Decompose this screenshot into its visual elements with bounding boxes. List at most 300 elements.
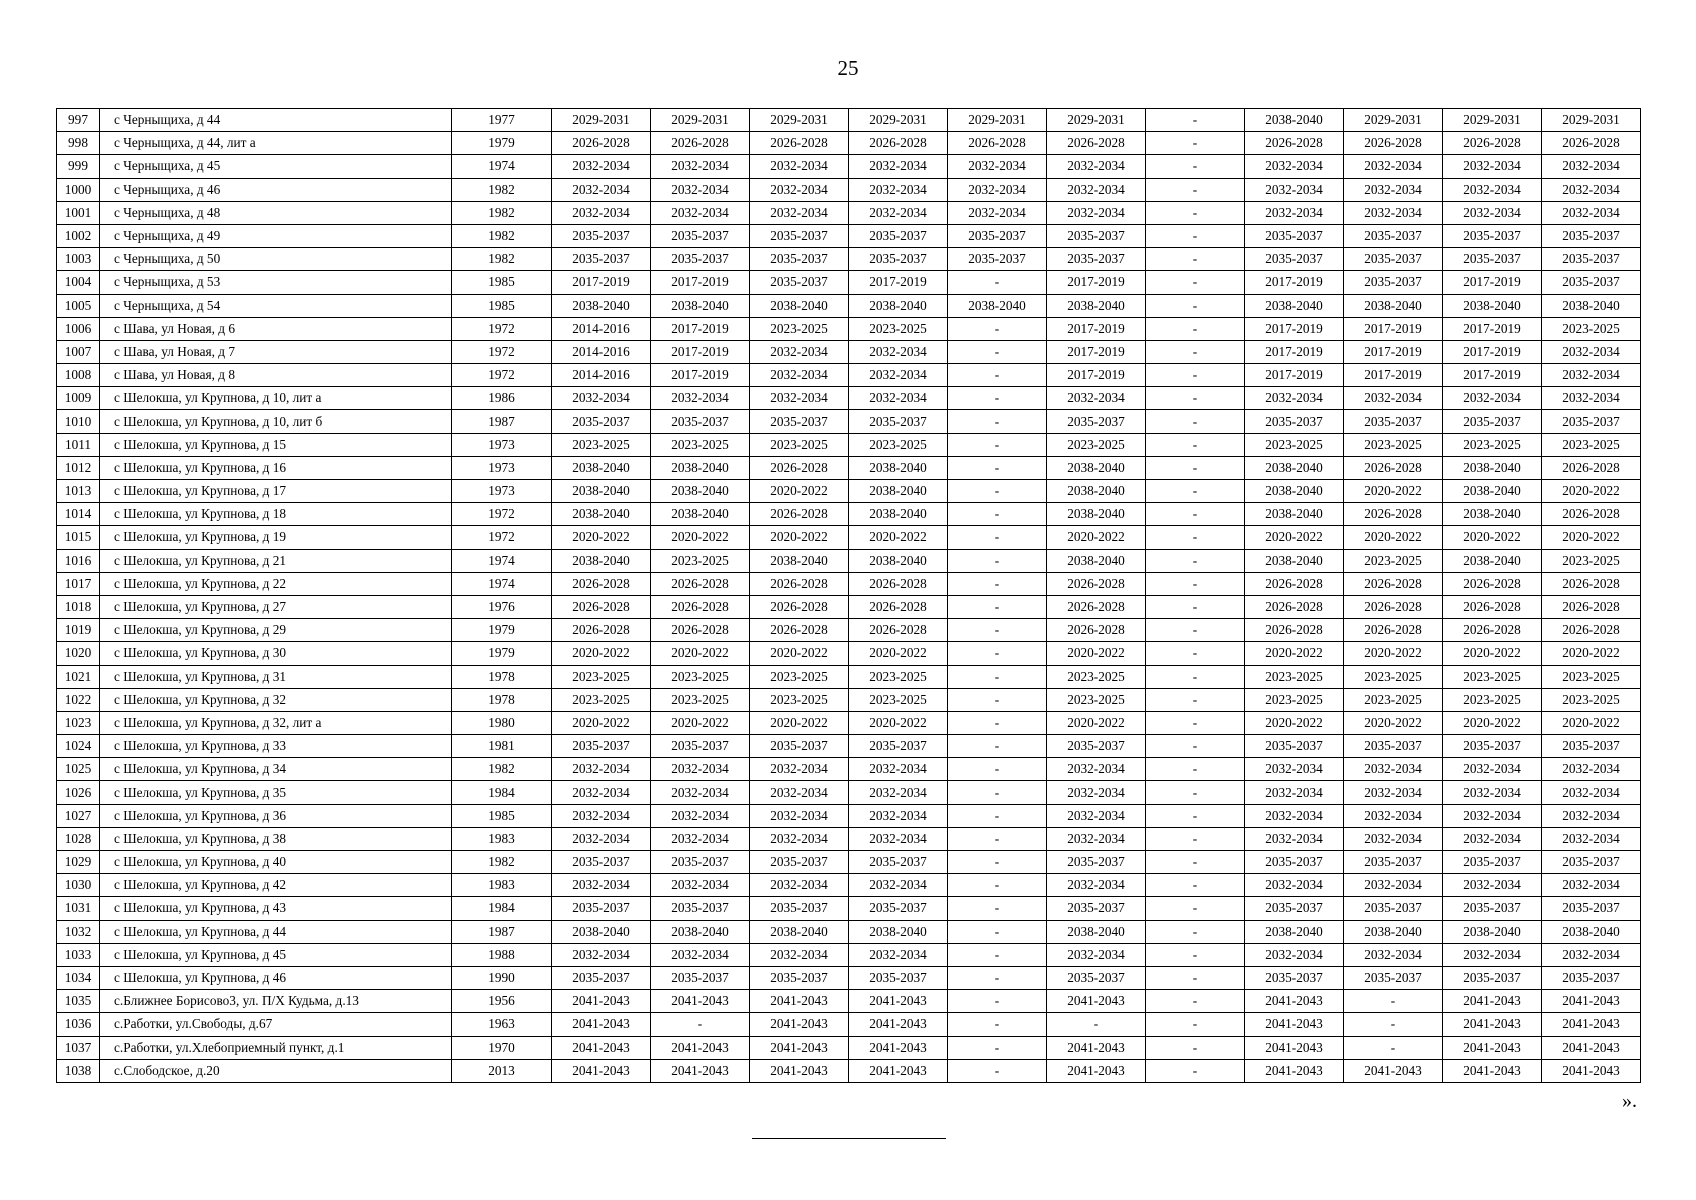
repair-period-cell: -	[1146, 920, 1245, 943]
repair-period-cell: 2014-2016	[552, 364, 651, 387]
repair-period-cell: 2038-2040	[651, 503, 750, 526]
repair-period-cell: 2029-2031	[552, 109, 651, 132]
repair-period-cell: 2032-2034	[1443, 781, 1542, 804]
year-built-cell: 1981	[452, 735, 552, 758]
repair-period-cell: 2032-2034	[750, 804, 849, 827]
repair-period-cell: 2014-2016	[552, 340, 651, 363]
repair-period-cell: 2041-2043	[849, 1013, 948, 1036]
housing-repair-schedule-table	[56, 108, 1641, 1083]
repair-period-cell: -	[1146, 294, 1245, 317]
table-row	[57, 317, 1641, 340]
repair-period-cell: 2041-2043	[1245, 1013, 1344, 1036]
table-row	[57, 804, 1641, 827]
repair-period-cell: 2032-2034	[651, 874, 750, 897]
repair-period-cell: 2035-2037	[1443, 248, 1542, 271]
repair-period-cell: 2026-2028	[750, 595, 849, 618]
repair-period-cell: -	[948, 433, 1047, 456]
repair-period-cell: 2017-2019	[1443, 317, 1542, 340]
repair-period-cell: -	[948, 966, 1047, 989]
repair-period-cell: -	[1146, 132, 1245, 155]
row-number-cell: 1026	[57, 781, 100, 804]
row-number-cell: 1008	[57, 364, 100, 387]
row-number-cell: 1007	[57, 340, 100, 363]
table-row	[57, 224, 1641, 247]
repair-period-cell: 2035-2037	[948, 248, 1047, 271]
table-row	[57, 920, 1641, 943]
address-cell: с Шава, ул Новая, д 7	[100, 340, 452, 363]
address-cell: с Шелокша, ул Крупнова, д 33	[100, 735, 452, 758]
repair-period-cell: -	[1146, 387, 1245, 410]
row-number-cell: 1004	[57, 271, 100, 294]
repair-period-cell: 2026-2028	[1542, 572, 1641, 595]
repair-period-cell: 2023-2025	[1542, 317, 1641, 340]
table-row	[57, 943, 1641, 966]
table-row	[57, 1036, 1641, 1059]
table-row	[57, 294, 1641, 317]
repair-period-cell: -	[948, 480, 1047, 503]
repair-period-cell: 2026-2028	[651, 132, 750, 155]
repair-period-cell: 2035-2037	[849, 735, 948, 758]
address-cell: с Шелокша, ул Крупнова, д 18	[100, 503, 452, 526]
repair-period-cell: 2032-2034	[1542, 364, 1641, 387]
repair-period-cell: 2035-2037	[1047, 966, 1146, 989]
table-row	[57, 642, 1641, 665]
repair-period-cell: 2026-2028	[1344, 456, 1443, 479]
address-cell: с Шелокша, ул Крупнова, д 16	[100, 456, 452, 479]
repair-period-cell: -	[1146, 317, 1245, 340]
repair-period-cell: -	[948, 711, 1047, 734]
address-cell: с Черныщиха, д 48	[100, 201, 452, 224]
repair-period-cell: 2038-2040	[948, 294, 1047, 317]
row-number-cell: 1013	[57, 480, 100, 503]
table-row	[57, 271, 1641, 294]
year-built-cell: 1974	[452, 572, 552, 595]
table-row	[57, 827, 1641, 850]
repair-period-cell: 2035-2037	[1344, 735, 1443, 758]
repair-period-cell: 2035-2037	[1443, 897, 1542, 920]
repair-period-cell: 2026-2028	[1344, 132, 1443, 155]
repair-period-cell: 2032-2034	[1443, 201, 1542, 224]
address-cell: с Шелокша, ул Крупнова, д 10, лит б	[100, 410, 452, 433]
repair-period-cell: 2035-2037	[849, 224, 948, 247]
repair-period-cell: 2032-2034	[1443, 943, 1542, 966]
repair-period-cell: 2026-2028	[552, 619, 651, 642]
table-row	[57, 340, 1641, 363]
repair-period-cell: 2020-2022	[1542, 642, 1641, 665]
repair-period-cell: 2032-2034	[849, 874, 948, 897]
repair-period-cell: 2038-2040	[1047, 920, 1146, 943]
repair-period-cell: 2017-2019	[552, 271, 651, 294]
repair-period-cell: 2020-2022	[849, 526, 948, 549]
repair-period-cell: 2041-2043	[651, 1036, 750, 1059]
repair-period-cell: 2020-2022	[750, 526, 849, 549]
repair-period-cell: 2032-2034	[1542, 781, 1641, 804]
repair-period-cell: 2023-2025	[1443, 433, 1542, 456]
repair-period-cell: 2023-2025	[750, 688, 849, 711]
repair-period-cell: 2032-2034	[849, 340, 948, 363]
address-cell: с Шава, ул Новая, д 8	[100, 364, 452, 387]
repair-period-cell: 2035-2037	[651, 248, 750, 271]
repair-period-cell: -	[948, 549, 1047, 572]
repair-period-cell: 2023-2025	[1542, 433, 1641, 456]
repair-period-cell: 2041-2043	[750, 1013, 849, 1036]
repair-period-cell: 2032-2034	[1344, 155, 1443, 178]
table-row	[57, 132, 1641, 155]
row-number-cell: 1034	[57, 966, 100, 989]
repair-period-cell: 2041-2043	[651, 990, 750, 1013]
repair-period-cell: 2035-2037	[750, 248, 849, 271]
repair-period-cell: 2020-2022	[1344, 711, 1443, 734]
repair-period-cell: 2035-2037	[1542, 897, 1641, 920]
repair-period-cell: 2038-2040	[1047, 503, 1146, 526]
repair-period-cell: 2041-2043	[552, 1013, 651, 1036]
address-cell: с Шелокша, ул Крупнова, д 42	[100, 874, 452, 897]
repair-period-cell: 2032-2034	[1344, 178, 1443, 201]
repair-period-cell: 2026-2028	[1542, 595, 1641, 618]
repair-period-cell: 2032-2034	[1245, 387, 1344, 410]
repair-period-cell: 2035-2037	[552, 897, 651, 920]
repair-period-cell: 2032-2034	[1245, 758, 1344, 781]
year-built-cell: 1978	[452, 665, 552, 688]
repair-period-cell: -	[1146, 642, 1245, 665]
repair-period-cell: -	[1146, 619, 1245, 642]
repair-period-cell: 2023-2025	[1542, 549, 1641, 572]
repair-period-cell: 2038-2040	[849, 549, 948, 572]
repair-period-cell: 2032-2034	[1443, 874, 1542, 897]
repair-period-cell: 2035-2037	[1344, 410, 1443, 433]
table-row	[57, 410, 1641, 433]
repair-period-cell: 2032-2034	[849, 178, 948, 201]
address-cell: с Шелокша, ул Крупнова, д 46	[100, 966, 452, 989]
repair-period-cell: -	[1146, 595, 1245, 618]
repair-period-cell: 2032-2034	[552, 827, 651, 850]
repair-period-cell: 2023-2025	[1344, 549, 1443, 572]
footer-divider-line	[752, 1138, 946, 1139]
repair-period-cell: 2017-2019	[651, 364, 750, 387]
repair-period-cell: -	[1146, 827, 1245, 850]
repair-period-cell: 2032-2034	[750, 758, 849, 781]
repair-period-cell: -	[1146, 572, 1245, 595]
repair-period-cell: 2020-2022	[552, 642, 651, 665]
repair-period-cell: 2041-2043	[750, 990, 849, 1013]
repair-period-cell: 2041-2043	[1245, 1059, 1344, 1082]
year-built-cell: 1973	[452, 433, 552, 456]
table-row	[57, 503, 1641, 526]
address-cell: с Шелокша, ул Крупнова, д 45	[100, 943, 452, 966]
year-built-cell: 1972	[452, 340, 552, 363]
repair-period-cell: 2032-2034	[552, 758, 651, 781]
repair-period-cell: 2020-2022	[1542, 480, 1641, 503]
year-built-cell: 1973	[452, 456, 552, 479]
repair-period-cell: 2038-2040	[651, 456, 750, 479]
repair-period-cell: 2023-2025	[750, 317, 849, 340]
repair-period-cell: 2032-2034	[1443, 178, 1542, 201]
repair-period-cell: 2026-2028	[1542, 503, 1641, 526]
address-cell: с Шелокша, ул Крупнова, д 43	[100, 897, 452, 920]
repair-period-cell: 2020-2022	[1047, 526, 1146, 549]
repair-period-cell: 2035-2037	[1542, 271, 1641, 294]
repair-period-cell: 2035-2037	[1344, 248, 1443, 271]
repair-period-cell: 2020-2022	[1443, 711, 1542, 734]
repair-period-cell: 2026-2028	[849, 619, 948, 642]
repair-period-cell: -	[1146, 735, 1245, 758]
repair-period-cell: 2032-2034	[1047, 874, 1146, 897]
repair-period-cell: 2023-2025	[750, 433, 849, 456]
table-row	[57, 688, 1641, 711]
repair-period-cell: 2017-2019	[1344, 364, 1443, 387]
repair-period-cell: 2035-2037	[1245, 897, 1344, 920]
repair-period-cell: 2032-2034	[552, 874, 651, 897]
row-number-cell: 1016	[57, 549, 100, 572]
year-built-cell: 1990	[452, 966, 552, 989]
repair-period-cell: -	[1146, 758, 1245, 781]
repair-period-cell: 2023-2025	[651, 549, 750, 572]
repair-period-cell: 2017-2019	[1245, 340, 1344, 363]
repair-period-cell: 2020-2022	[1344, 526, 1443, 549]
repair-period-cell: 2035-2037	[1344, 897, 1443, 920]
repair-period-cell: 2032-2034	[750, 827, 849, 850]
repair-period-cell: -	[1146, 851, 1245, 874]
repair-period-cell: 2020-2022	[1443, 642, 1542, 665]
repair-period-cell: -	[1146, 433, 1245, 456]
repair-period-cell: 2032-2034	[552, 781, 651, 804]
repair-period-cell: 2041-2043	[1443, 990, 1542, 1013]
repair-period-cell: 2038-2040	[651, 920, 750, 943]
repair-period-cell: 2017-2019	[1443, 340, 1542, 363]
year-built-cell: 1982	[452, 758, 552, 781]
repair-period-cell: -	[948, 526, 1047, 549]
year-built-cell: 1972	[452, 364, 552, 387]
repair-period-cell: 2038-2040	[1443, 456, 1542, 479]
repair-period-cell: 2032-2034	[1344, 804, 1443, 827]
repair-period-cell: 2035-2037	[849, 897, 948, 920]
repair-period-cell: 2035-2037	[849, 248, 948, 271]
repair-period-cell: 2029-2031	[948, 109, 1047, 132]
repair-period-cell: 2041-2043	[849, 1036, 948, 1059]
repair-period-cell: -	[1146, 874, 1245, 897]
repair-period-cell: 2038-2040	[849, 294, 948, 317]
repair-period-cell: 2032-2034	[750, 943, 849, 966]
repair-period-cell: 2041-2043	[750, 1059, 849, 1082]
year-built-cell: 1988	[452, 943, 552, 966]
repair-period-cell: 2032-2034	[849, 804, 948, 827]
address-cell: с Шелокша, ул Крупнова, д 32	[100, 688, 452, 711]
address-cell: с Шелокша, ул Крупнова, д 44	[100, 920, 452, 943]
repair-period-cell: -	[948, 410, 1047, 433]
repair-period-cell: -	[948, 665, 1047, 688]
repair-period-cell: 2035-2037	[849, 966, 948, 989]
repair-period-cell: 2020-2022	[1245, 642, 1344, 665]
repair-period-cell: 2023-2025	[1245, 665, 1344, 688]
repair-period-cell: 2026-2028	[1047, 132, 1146, 155]
repair-period-cell: -	[1344, 990, 1443, 1013]
repair-period-cell: 2032-2034	[1245, 178, 1344, 201]
repair-period-cell: 2032-2034	[1245, 155, 1344, 178]
address-cell: с Шелокша, ул Крупнова, д 30	[100, 642, 452, 665]
repair-period-cell: -	[948, 874, 1047, 897]
repair-period-cell: 2032-2034	[1344, 943, 1443, 966]
repair-period-cell: 2032-2034	[1047, 804, 1146, 827]
repair-period-cell: 2032-2034	[1542, 943, 1641, 966]
table-body	[57, 109, 1641, 1083]
repair-period-cell: 2026-2028	[1245, 132, 1344, 155]
row-number-cell: 1002	[57, 224, 100, 247]
repair-period-cell: 2020-2022	[849, 642, 948, 665]
repair-period-cell: 2038-2040	[1542, 920, 1641, 943]
repair-period-cell: 2026-2028	[849, 132, 948, 155]
table-row	[57, 433, 1641, 456]
page-number: 25	[837, 56, 859, 80]
address-cell: с Шелокша, ул Крупнова, д 34	[100, 758, 452, 781]
repair-period-cell: -	[948, 688, 1047, 711]
repair-period-cell: 2026-2028	[1245, 595, 1344, 618]
repair-period-cell: -	[1047, 1013, 1146, 1036]
repair-period-cell: 2035-2037	[552, 248, 651, 271]
table-row	[57, 248, 1641, 271]
repair-period-cell: 2041-2043	[1245, 990, 1344, 1013]
repair-period-cell: 2029-2031	[651, 109, 750, 132]
repair-period-cell: 2032-2034	[1245, 874, 1344, 897]
repair-period-cell: 2041-2043	[1443, 1013, 1542, 1036]
repair-period-cell: 2038-2040	[1245, 109, 1344, 132]
row-number-cell: 1038	[57, 1059, 100, 1082]
repair-period-cell: 2026-2028	[1047, 619, 1146, 642]
repair-period-cell: 2023-2025	[1542, 665, 1641, 688]
table-row	[57, 619, 1641, 642]
address-cell: с.Работки, ул.Свободы, д.67	[100, 1013, 452, 1036]
repair-period-cell: 2041-2043	[651, 1059, 750, 1082]
repair-period-cell: 2020-2022	[651, 526, 750, 549]
repair-period-cell: 2035-2037	[1443, 966, 1542, 989]
repair-period-cell: 2023-2025	[849, 433, 948, 456]
repair-period-cell: 2026-2028	[1245, 572, 1344, 595]
repair-period-cell: 2017-2019	[651, 340, 750, 363]
repair-period-cell: 2032-2034	[849, 201, 948, 224]
address-cell: с Черныщиха, д 54	[100, 294, 452, 317]
repair-period-cell: 2032-2034	[1245, 781, 1344, 804]
repair-period-cell: 2032-2034	[1443, 155, 1542, 178]
repair-period-cell: 2023-2025	[1245, 688, 1344, 711]
repair-period-cell: 2032-2034	[1542, 874, 1641, 897]
repair-period-cell: 2038-2040	[849, 456, 948, 479]
repair-period-cell: 2026-2028	[1344, 619, 1443, 642]
repair-period-cell: 2023-2025	[1047, 433, 1146, 456]
table-row	[57, 990, 1641, 1013]
repair-period-cell: 2023-2025	[1542, 688, 1641, 711]
repair-period-cell: 2020-2022	[1047, 642, 1146, 665]
repair-period-cell: -	[948, 851, 1047, 874]
repair-period-cell: 2026-2028	[1443, 132, 1542, 155]
repair-period-cell: -	[1146, 665, 1245, 688]
repair-period-cell: 2032-2034	[552, 201, 651, 224]
table-row	[57, 549, 1641, 572]
repair-period-cell: 2038-2040	[552, 503, 651, 526]
repair-period-cell: 2032-2034	[1443, 387, 1542, 410]
table-row	[57, 387, 1641, 410]
repair-period-cell: 2032-2034	[1344, 758, 1443, 781]
year-built-cell: 1976	[452, 595, 552, 618]
row-number-cell: 1017	[57, 572, 100, 595]
repair-period-cell: 2035-2037	[1443, 735, 1542, 758]
repair-period-cell: -	[1146, 1036, 1245, 1059]
repair-period-cell: 2032-2034	[750, 874, 849, 897]
repair-period-cell: 2020-2022	[1542, 711, 1641, 734]
repair-period-cell: -	[948, 804, 1047, 827]
repair-period-cell: 2029-2031	[1344, 109, 1443, 132]
row-number-cell: 1003	[57, 248, 100, 271]
repair-period-cell: 2017-2019	[1245, 317, 1344, 340]
year-built-cell: 1963	[452, 1013, 552, 1036]
repair-period-cell: 2032-2034	[849, 781, 948, 804]
year-built-cell: 1984	[452, 897, 552, 920]
repair-period-cell: 2020-2022	[1542, 526, 1641, 549]
repair-period-cell: 2026-2028	[1344, 503, 1443, 526]
table-row	[57, 1059, 1641, 1082]
repair-period-cell: 2032-2034	[1542, 178, 1641, 201]
address-cell: с Шелокша, ул Крупнова, д 22	[100, 572, 452, 595]
repair-period-cell: 2032-2034	[948, 201, 1047, 224]
table-row	[57, 874, 1641, 897]
repair-period-cell: 2035-2037	[552, 851, 651, 874]
year-built-cell: 1983	[452, 827, 552, 850]
repair-period-cell: 2026-2028	[948, 132, 1047, 155]
address-cell: с Шелокша, ул Крупнова, д 38	[100, 827, 452, 850]
repair-period-cell: 2017-2019	[1443, 271, 1542, 294]
repair-period-cell: 2026-2028	[750, 132, 849, 155]
repair-period-cell: 2035-2037	[651, 966, 750, 989]
repair-period-cell: 2029-2031	[1443, 109, 1542, 132]
repair-period-cell: -	[1146, 943, 1245, 966]
repair-period-cell: 2032-2034	[651, 943, 750, 966]
repair-period-cell: 2038-2040	[1047, 294, 1146, 317]
repair-period-cell: 2032-2034	[849, 155, 948, 178]
repair-period-cell: 2017-2019	[1245, 364, 1344, 387]
repair-period-cell: 2032-2034	[750, 155, 849, 178]
repair-period-cell: 2026-2028	[849, 595, 948, 618]
repair-period-cell: 2035-2037	[750, 897, 849, 920]
repair-period-cell: 2035-2037	[1047, 897, 1146, 920]
repair-period-cell: 2032-2034	[1443, 758, 1542, 781]
table-row	[57, 595, 1641, 618]
year-built-cell: 1980	[452, 711, 552, 734]
address-cell: с Шелокша, ул Крупнова, д 36	[100, 804, 452, 827]
year-built-cell: 1972	[452, 526, 552, 549]
repair-period-cell: 2035-2037	[1542, 248, 1641, 271]
repair-period-cell: 2032-2034	[651, 178, 750, 201]
repair-period-cell: 2023-2025	[750, 665, 849, 688]
repair-period-cell: 2035-2037	[1245, 248, 1344, 271]
repair-period-cell: 2032-2034	[849, 758, 948, 781]
repair-period-cell: 2026-2028	[651, 572, 750, 595]
repair-period-cell: 2023-2025	[849, 317, 948, 340]
repair-period-cell: 2032-2034	[948, 178, 1047, 201]
address-cell: с Шелокша, ул Крупнова, д 19	[100, 526, 452, 549]
repair-period-cell: 2038-2040	[552, 456, 651, 479]
repair-period-cell: 2035-2037	[1542, 735, 1641, 758]
repair-period-cell: 2038-2040	[1245, 549, 1344, 572]
repair-period-cell: 2023-2025	[1443, 688, 1542, 711]
repair-period-cell: 2023-2025	[552, 688, 651, 711]
repair-period-cell: -	[1146, 155, 1245, 178]
repair-period-cell: 2035-2037	[750, 410, 849, 433]
repair-period-cell: 2026-2028	[750, 456, 849, 479]
row-number-cell: 1000	[57, 178, 100, 201]
address-cell: с Черныщиха, д 50	[100, 248, 452, 271]
row-number-cell: 1001	[57, 201, 100, 224]
row-number-cell: 1027	[57, 804, 100, 827]
repair-period-cell: 2035-2037	[1443, 224, 1542, 247]
repair-period-cell: 2026-2028	[750, 572, 849, 595]
